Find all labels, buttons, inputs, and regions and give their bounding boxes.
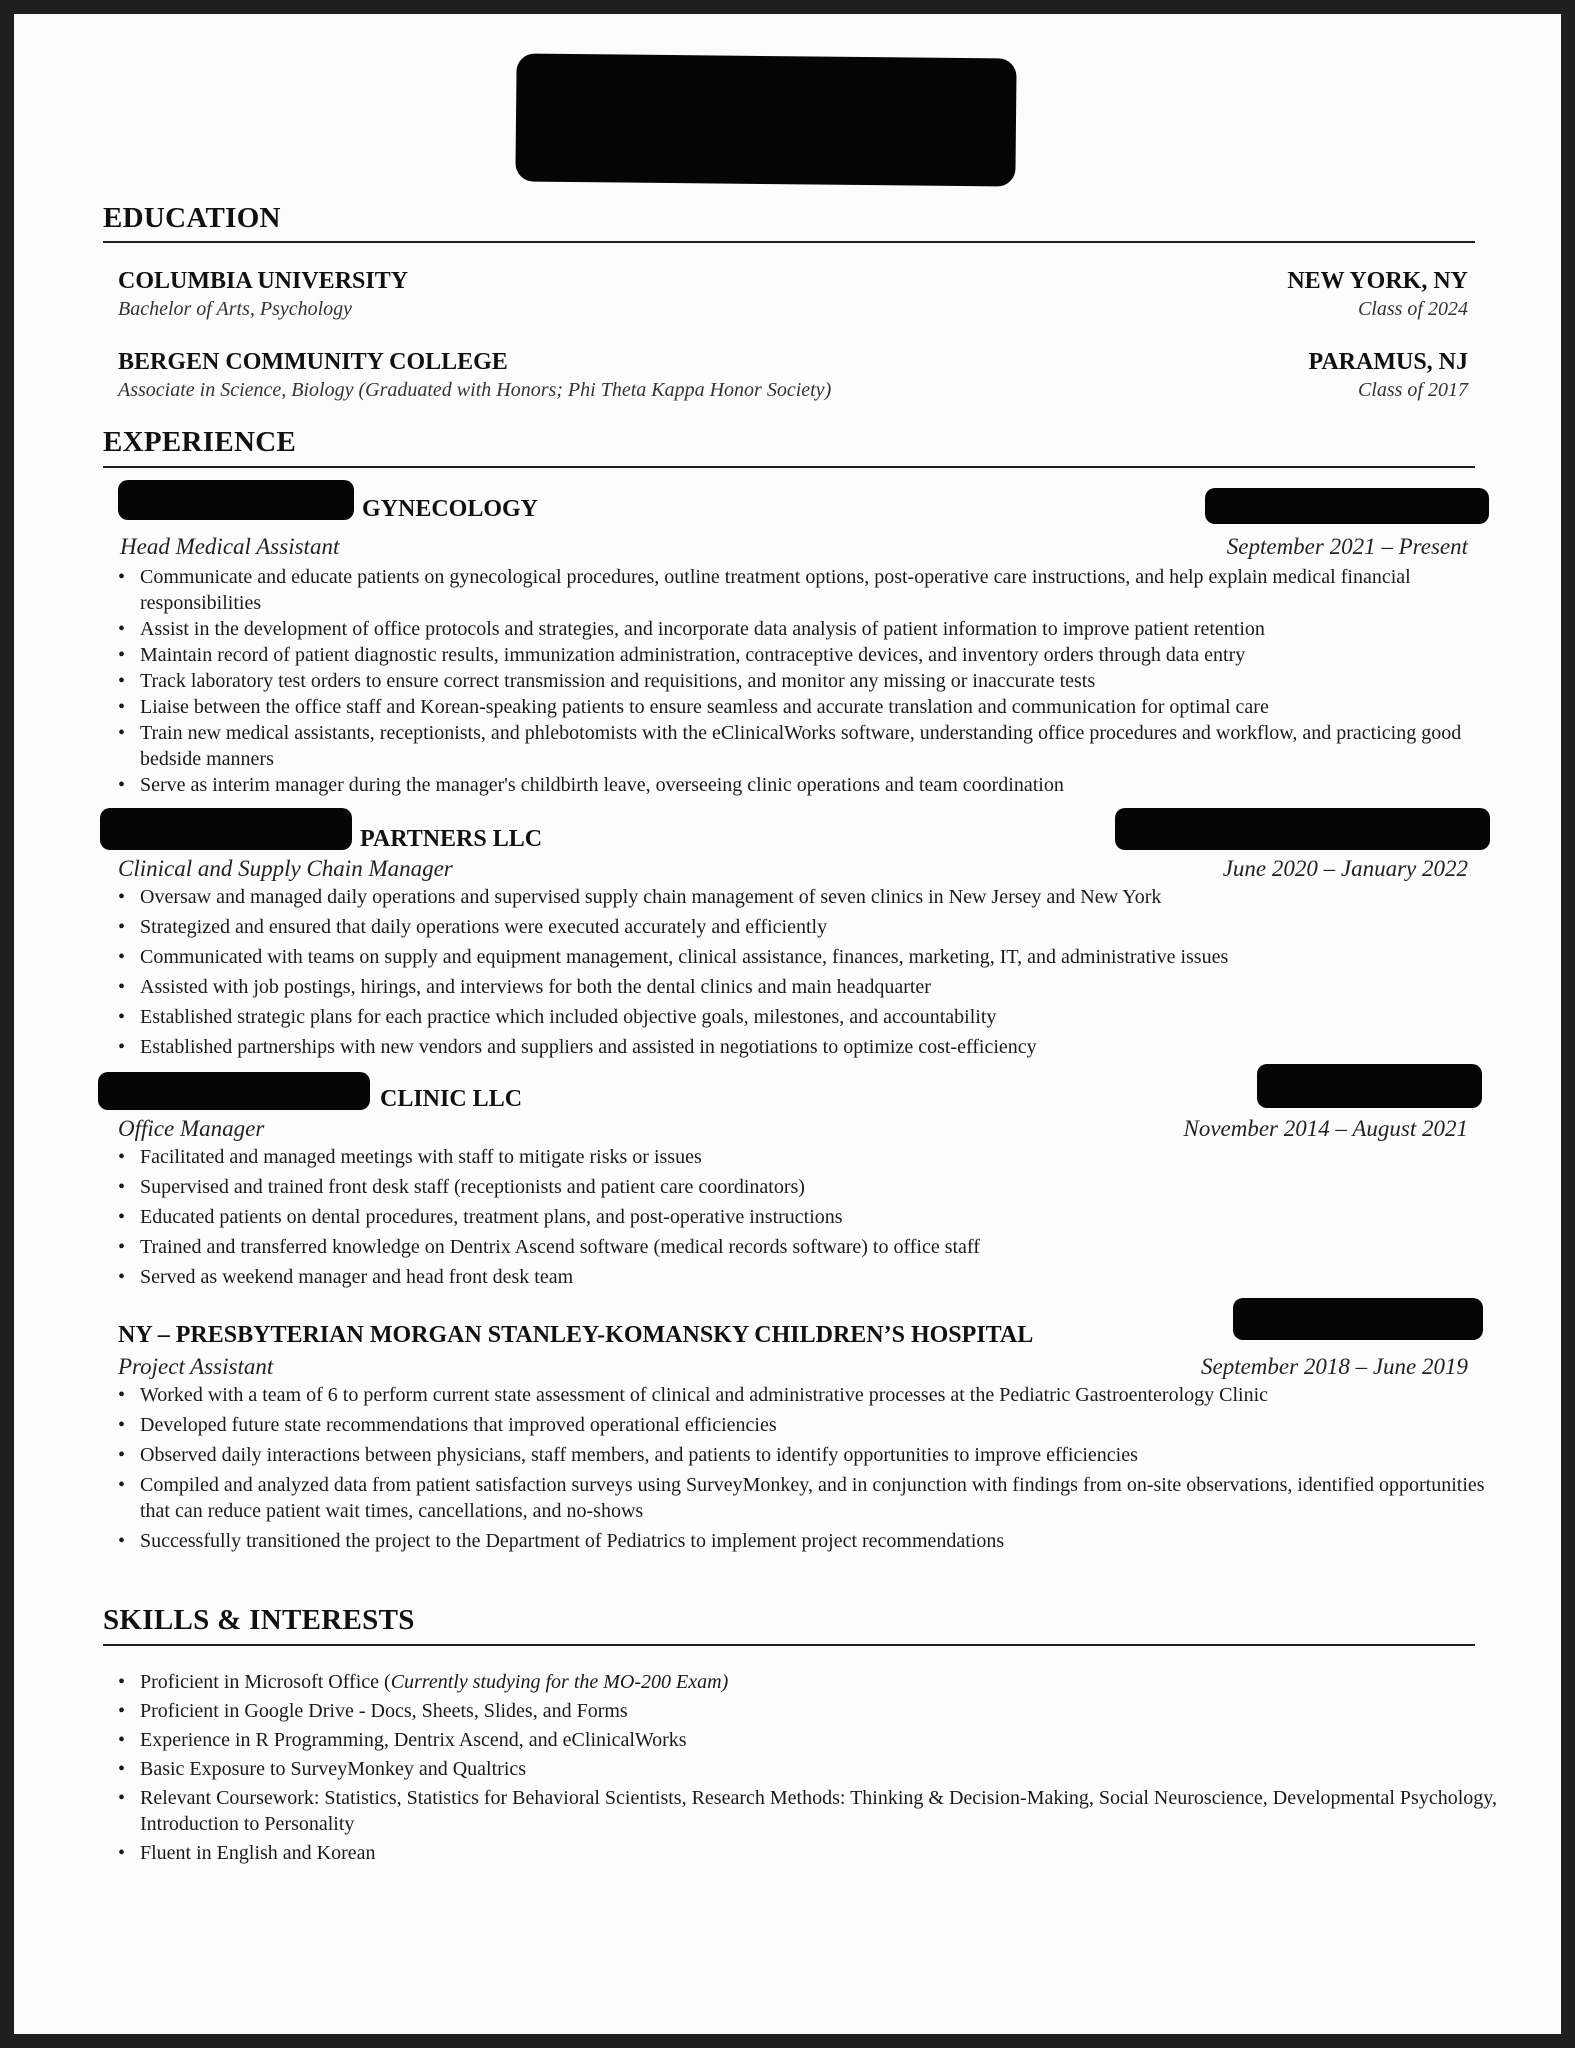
section-rule [103, 466, 1475, 468]
list-item: • Assist in the development of office protocols and strategies, and incorporate data analysis of patient information to improve patient retention [140, 616, 1500, 642]
list-item: • Basic Exposure to SurveyMonkey and Qualtrics [140, 1756, 1500, 1782]
list-item: • Established strategic plans for each practice which included objective goals, milestones, and accountability [140, 1004, 1500, 1030]
list-item: • Served as weekend manager and head front desk team [140, 1264, 1500, 1290]
list-item: • Compiled and analyzed data from patient satisfaction surveys using SurveyMonkey, and in conjunction with findings from on-site observations, identified opportunities that can reduce patient wait times, cancellations, and no-shows [140, 1472, 1500, 1524]
school-location: NEW YORK, NY [1287, 268, 1468, 294]
redacted-name [515, 53, 1016, 186]
job-bullets [118, 564, 1500, 798]
employer-name: GYNECOLOGY [362, 496, 539, 522]
skills-list [118, 1669, 1500, 1869]
job-bullets [118, 1144, 1500, 1294]
job-header [118, 1322, 1468, 1382]
list-item: • Facilitated and managed meetings with staff to mitigate risks or issues [140, 1144, 1500, 1170]
list-item: • Experience in R Programming, Dentrix Ascend, and eClinicalWorks [140, 1727, 1500, 1753]
list-item: • Trained and transferred knowledge on Dentrix Ascend software (medical records software) to office staff [140, 1234, 1500, 1260]
list-item: • Educated patients on dental procedures, treatment plans, and post-operative instructions [140, 1204, 1500, 1230]
section-title-education: EDUCATION [103, 202, 281, 234]
job-dates: September 2018 – June 2019 [1201, 1354, 1468, 1379]
graduation-date: Class of 2017 [1357, 379, 1468, 401]
list-item: • Assisted with job postings, hirings, and interviews for both the dental clinics and main headquarter [140, 974, 1500, 1000]
graduation-date: Class of 2024 [1357, 298, 1468, 320]
section-rule [103, 241, 1475, 243]
section-rule [103, 1644, 1475, 1646]
job-title: Project Assistant [118, 1354, 274, 1379]
list-item: • Relevant Coursework: Statistics, Statistics for Behavioral Scientists, Research Methods: Thinking & Decision-Making, Social Neuroscience, Developmental Psychology, Introduction to Personality [140, 1785, 1500, 1837]
education-entry [118, 268, 1468, 324]
list-item: • Worked with a team of 6 to perform current state assessment of clinical and administrative processes at the Pediatric Gastroenterology Clinic [140, 1382, 1500, 1408]
list-item: • Fluent in English and Korean [140, 1840, 1500, 1866]
skill-text: Proficient in Microsoft Office ( [140, 1671, 391, 1693]
employer-name: CLINIC LLC [380, 1086, 523, 1112]
job-header [118, 826, 1468, 886]
job-bullets [118, 884, 1500, 1064]
school-location: PARAMUS, NJ [1308, 349, 1468, 375]
list-item [140, 1669, 1500, 1695]
degree: Associate in Science, Biology (Graduated with Honors; Phi Theta Kappa Honor Society) [118, 379, 832, 401]
resume-page [14, 14, 1561, 2034]
employer-name: PARTNERS LLC [360, 826, 543, 852]
list-item: • Developed future state recommendations that improved operational efficiencies [140, 1412, 1500, 1438]
list-item: • Liaise between the office staff and Korean-speaking patients to ensure seamless and accurate translation and communication for optimal care [140, 694, 1500, 720]
list-item: • Maintain record of patient diagnostic results, immunization administration, contraceptive devices, and inventory orders through data entry [140, 642, 1500, 668]
list-item: • Communicate and educate patients on gynecological procedures, outline treatment options, post-operative care instructions, and help explain medical financial responsibilities [140, 564, 1500, 616]
section-title-experience: EXPERIENCE [103, 426, 297, 458]
school-name: BERGEN COMMUNITY COLLEGE [118, 349, 508, 375]
employer-name: NY – PRESBYTERIAN MORGAN STANLEY-KOMANSKY CHILDREN’S HOSPITAL [118, 1322, 1034, 1348]
list-item: • Train new medical assistants, receptionists, and phlebotomists with the eClinicalWorks software, understanding office procedures and workflow, and practicing good bedside manners [140, 720, 1500, 772]
list-item: • Strategized and ensured that daily operations were executed accurately and efficiently [140, 914, 1500, 940]
list-item: • Established partnerships with new vendors and suppliers and assisted in negotiations to optimize cost-efficiency [140, 1034, 1500, 1060]
list-item: • Proficient in Google Drive - Docs, Sheets, Slides, and Forms [140, 1698, 1500, 1724]
section-title-skills: SKILLS & INTERESTS [103, 1604, 415, 1636]
school-name: COLUMBIA UNIVERSITY [118, 268, 409, 294]
list-item: • Supervised and trained front desk staff (receptionists and patient care coordinators) [140, 1174, 1500, 1200]
list-item: • Track laboratory test orders to ensure correct transmission and requisitions, and monitor any missing or inaccurate tests [140, 668, 1500, 694]
skill-note: Currently studying for the MO-200 Exam) [390, 1671, 729, 1693]
list-item: • Serve as interim manager during the manager's childbirth leave, overseeing clinic operations and team coordination [140, 772, 1500, 798]
job-dates: June 2020 – January 2022 [1222, 856, 1468, 881]
degree: Bachelor of Arts, Psychology [118, 298, 353, 320]
job-header [118, 1086, 1468, 1146]
job-title: Clinical and Supply Chain Manager [118, 856, 453, 881]
education-entry [118, 349, 1468, 405]
job-bullets [118, 1382, 1500, 1558]
list-item: • Successfully transitioned the project to the Department of Pediatrics to implement project recommendations [140, 1528, 1500, 1554]
job-dates: September 2021 – Present [1226, 534, 1468, 559]
job-header [118, 496, 1468, 559]
list-item: • Observed daily interactions between physicians, staff members, and patients to identify opportunities to improve efficiencies [140, 1442, 1500, 1468]
list-item: • Communicated with teams on supply and equipment management, clinical assistance, finances, marketing, IT, and administrative issues [140, 944, 1500, 970]
job-dates: November 2014 – August 2021 [1183, 1116, 1468, 1141]
job-title: Office Manager [118, 1116, 265, 1141]
list-item: • Oversaw and managed daily operations and supervised supply chain management of seven clinics in New Jersey and New York [140, 884, 1500, 910]
job-title: Head Medical Assistant [120, 534, 340, 559]
